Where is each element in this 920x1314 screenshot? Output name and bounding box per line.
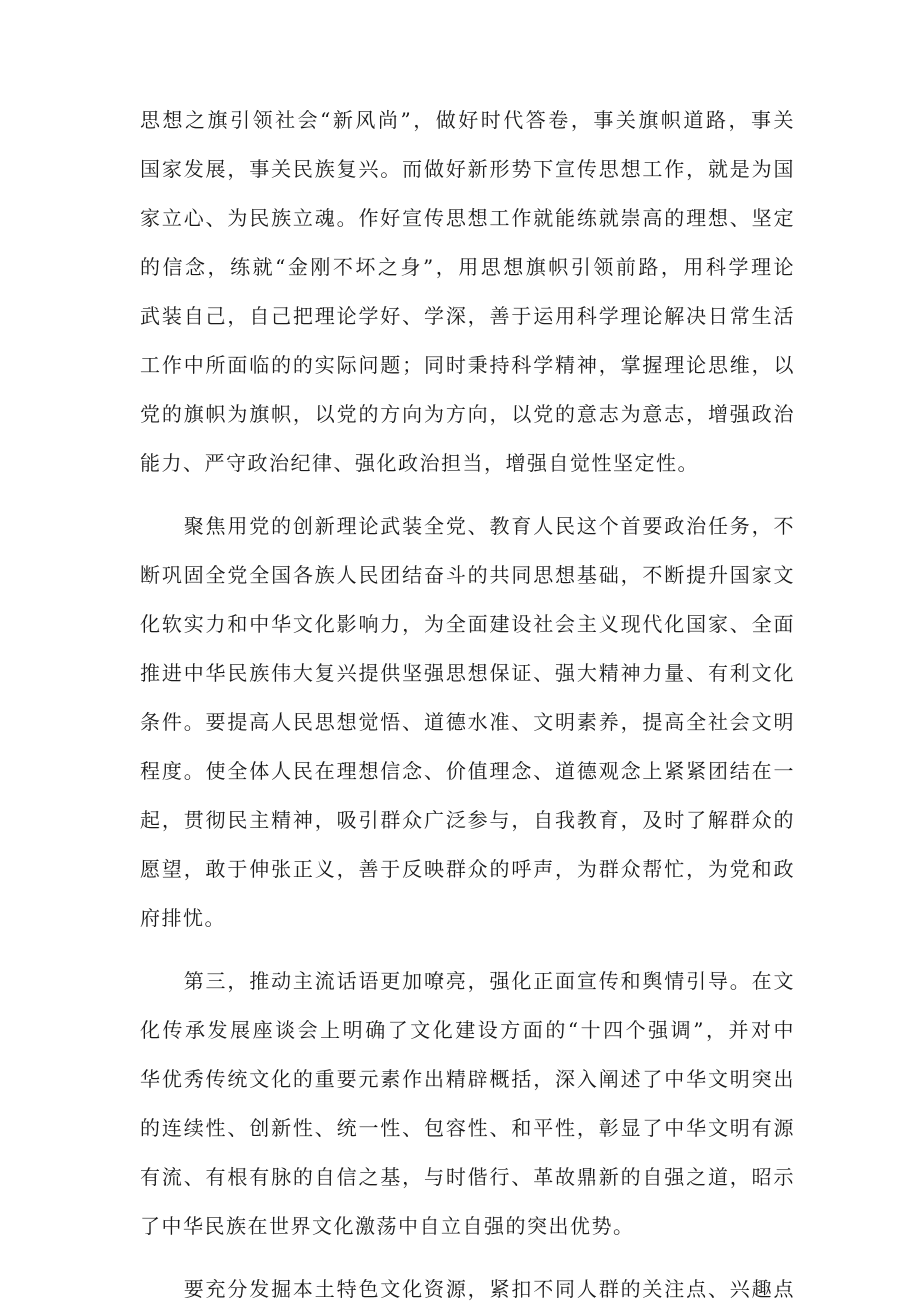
paragraph-4 <box>140 1265 795 1314</box>
text-line: 断巩固全党全国各族人民团结奋斗的共同思想基础，不断提升国家文 <box>140 563 795 587</box>
paragraph-gap <box>140 1251 795 1265</box>
text-line: 有流、有根有脉的自信之基，与时偕行、革故鼎新的自强之道，昭示 <box>140 1165 795 1189</box>
text-line: 条件。要提高人民思想觉悟、道德水准、文明素养，提高全社会文明 <box>140 710 795 734</box>
text-line: 党的旗帜为旗帜，以党的方向为方向，以党的意志为意志，增强政治 <box>140 402 795 426</box>
text-line: 推进中华民族伟大复兴提供坚强思想保证、强大精神力量、有利文化 <box>140 661 795 685</box>
text-line: 化传承发展座谈会上明确了文化建设方面的“十四个强调”，并对中 <box>140 1018 795 1042</box>
text-line: 家立心、为民族立魂。作好宣传思想工作就能练就崇高的理想、坚定 <box>140 206 795 230</box>
text-line: 要充分发掘本土特色文化资源，紧扣不同人群的关注点、兴趣点 <box>140 1277 795 1301</box>
text-line: 了中华民族在世界文化激荡中自立自强的突出优势。 <box>140 1214 635 1238</box>
text-line: 工作中所面临的的实际问题；同时秉持科学精神，掌握理论思维，以 <box>140 353 795 377</box>
text-line: 聚焦用党的创新理论武装全党、教育人民这个首要政治任务，不 <box>140 514 795 538</box>
document-body <box>140 96 795 1314</box>
text-line: 程度。使全体人民在理想信念、价值理念、道德观念上紧紧团结在一 <box>140 759 795 783</box>
text-line: 华优秀传统文化的重要元素作出精辟概括，深入阐述了中华文明突出 <box>140 1067 795 1091</box>
text-line: 国家发展，事关民族复兴。而做好新形势下宣传思想工作，就是为国 <box>140 157 795 181</box>
paragraph-1 <box>140 96 795 488</box>
text-line: 的信念，练就“金刚不坏之身”，用思想旗帜引领前路，用科学理论 <box>140 255 795 279</box>
text-line: 化软实力和中华文化影响力，为全面建设社会主义现代化国家、全面 <box>140 612 795 636</box>
text-line: 思想之旗引领社会“新风尚”，做好时代答卷，事关旗帜道路，事关 <box>140 108 795 132</box>
text-line: 武装自己，自己把理论学好、学深，善于运用科学理论解决日常生活 <box>140 304 795 328</box>
paragraph-2 <box>140 502 795 943</box>
paragraph-3 <box>140 957 795 1251</box>
paragraph-gap <box>140 488 795 502</box>
text-line: 起，贯彻民主精神，吸引群众广泛参与，自我教育，及时了解群众的 <box>140 808 795 832</box>
paragraph-gap <box>140 943 795 957</box>
text-line: 第三，推动主流话语更加嘹亮，强化正面宣传和舆情引导。在文 <box>140 969 795 993</box>
text-line: 的连续性、创新性、统一性、包容性、和平性，彰显了中华文明有源 <box>140 1116 795 1140</box>
text-line: 愿望，敢于伸张正义，善于反映群众的呼声，为群众帮忙，为党和政 <box>140 857 795 881</box>
text-line: 能力、严守政治纪律、强化政治担当，增强自觉性坚定性。 <box>140 451 699 475</box>
text-line: 府排忧。 <box>140 906 226 930</box>
